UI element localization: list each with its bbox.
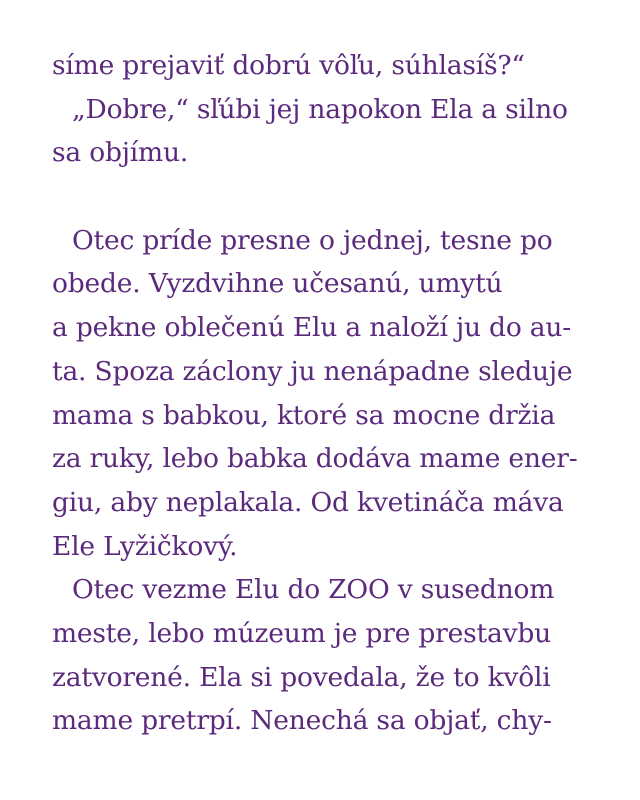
text-line: síme prejaviť dobrú vôľu, súhlasíš?“ [52,50,525,81]
text-line: Otec príde presne o jednej, tesne po [72,224,553,256]
text-line: zatvorené. Ela si povedala, že to kvôli [52,661,551,693]
text-line: mame pretrpí. Nenechá sa objať, chy- [52,705,552,737]
text-line: obede. Vyzdvihne učesanú, umytú [52,268,503,300]
paragraph-2 [52,88,612,175]
text-line: Otec vezme Elu do ZOO v susednom [72,574,555,606]
section-break [52,175,612,219]
paragraph-1 [52,44,612,88]
ebook-page [52,44,612,743]
paragraph-3 [52,219,612,569]
text-line: ta. Spoza záclony ju nenápadne sleduje [52,355,573,387]
text-line: giu, aby neplakala. Od kvetináča máva [52,486,564,518]
text-line: „Dobre,“ sľúbi jej napokon Ela a silno [72,93,568,125]
text-line: mama s babkou, ktoré sa mocne držia [52,399,556,431]
text-line: Ele Lyžičkový. [52,530,238,562]
text-line: a pekne oblečenú Elu a naloží ju do au- [52,312,572,344]
text-line: meste, lebo múzeum je pre prestavbu [52,617,551,649]
text-line: sa objímu. [52,137,189,169]
text-line: za ruky, lebo babka dodáva mame ener- [52,443,578,475]
paragraph-4 [52,568,612,743]
